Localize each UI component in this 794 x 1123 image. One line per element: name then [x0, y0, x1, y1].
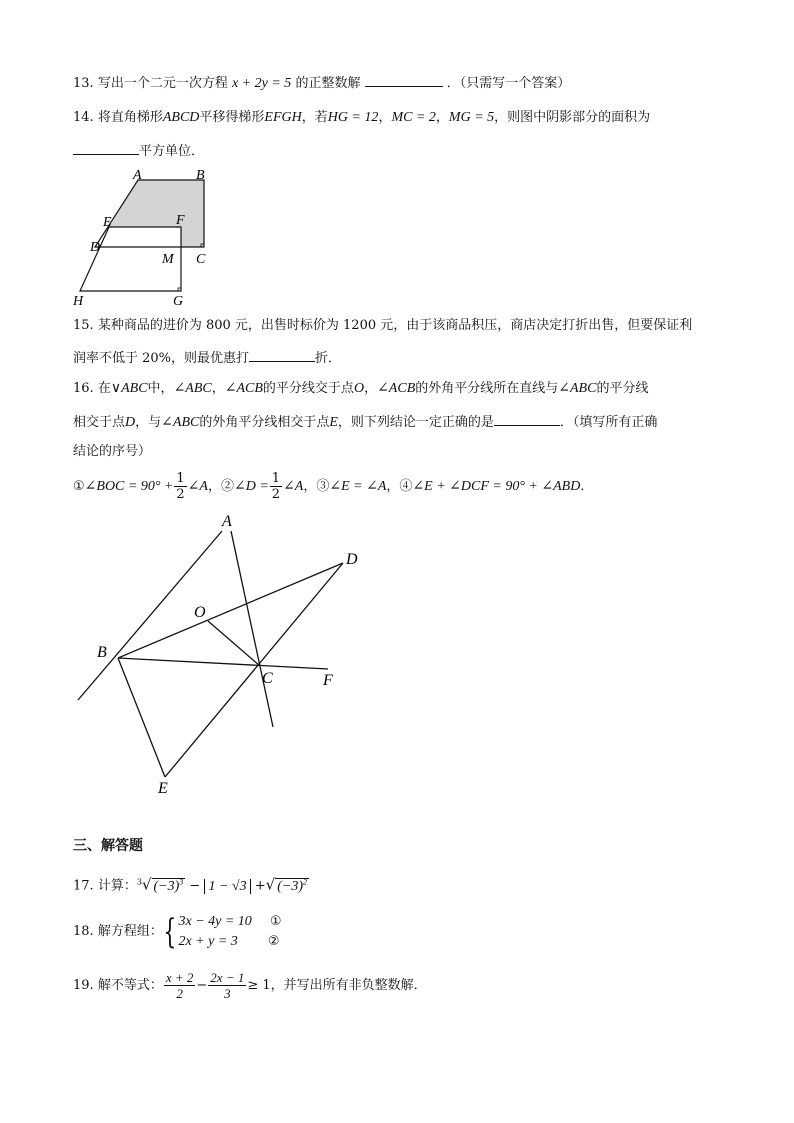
option-1-expr: ∠BOC = 90° + [84, 479, 174, 494]
equation-2-row [178, 932, 281, 952]
label-m: M [162, 252, 174, 267]
equation-2: 2x + y = 3 [178, 933, 238, 949]
q14-abcd: ABCD [162, 110, 200, 125]
q16-text: 相交于点 [73, 415, 126, 430]
exponent-2: 2 [303, 877, 307, 886]
option-2-expr: ∠D = [233, 479, 269, 494]
q15-answer-blank[interactable] [249, 348, 315, 362]
q16-angle: ∠ACB [224, 381, 263, 396]
option-4-label: ，④ [386, 479, 413, 494]
q16-text: 的平分线交于点 [262, 381, 354, 396]
label-b: B [97, 644, 107, 661]
label-g: G [173, 294, 184, 309]
question-16-line3 [73, 443, 151, 461]
absolute-value: 1 − √3 [204, 879, 250, 894]
q18-label: 解方程组： [97, 924, 163, 939]
q14-text-d: ，则图中阴影部分的面积为 [494, 110, 651, 125]
label-c: C [262, 670, 273, 687]
q14-text-e: 平方单位． [139, 144, 205, 159]
equation-2-mark: ② [267, 933, 280, 949]
equation-system [178, 912, 281, 952]
q14-mc: MC = 2 [391, 110, 436, 125]
equation-1-mark: ① [269, 913, 282, 929]
fraction-denominator: 2 [176, 487, 185, 502]
q16-angle: ∠ABC [161, 415, 200, 430]
question-15-line2 [73, 348, 341, 368]
label-e: E [158, 780, 168, 797]
q16-text: ．（填写所有正确 [559, 415, 658, 430]
fraction-1 [164, 970, 196, 1001]
cube-root-radicand [152, 878, 186, 894]
q13-text-before: 写出一个二元一次方程 [97, 76, 228, 91]
section-3-title: 三、解答题 [73, 838, 143, 854]
q19-minus: − [196, 978, 208, 993]
label-a: A [222, 513, 232, 530]
q19-number: 19. [73, 978, 94, 993]
equation-1: 3x − 4y = 10 [178, 913, 252, 929]
q16-text: 在 [97, 381, 111, 396]
question-15 [73, 317, 692, 335]
option-1-expr-end: ∠A [187, 479, 208, 494]
fraction-2-denominator: 3 [224, 986, 231, 1001]
question-16 [73, 380, 648, 398]
question-16-line2 [73, 412, 657, 432]
q15-number: 15. [73, 318, 94, 333]
cube-root-index: 3 [136, 877, 142, 887]
q16-text: 的平分线 [596, 381, 649, 396]
label-b: B [196, 168, 205, 183]
question-14-line2 [73, 141, 204, 161]
q13-text-after: 的正整数解 [295, 76, 361, 91]
trapezoid-figure [70, 165, 220, 310]
option-1-label: ① [73, 479, 85, 494]
line-de [165, 563, 343, 777]
fraction-2 [208, 970, 246, 1001]
q13-number: 13. [73, 76, 94, 91]
q17-plus: + [254, 878, 266, 894]
q14-sep2: ， [435, 110, 449, 125]
fraction-2-numerator: 2x − 1 [210, 970, 245, 985]
q17-label: 计算： [97, 878, 137, 894]
q14-efgh: EFGH [264, 110, 302, 125]
q15-line1: 某种商品的进价为 800 元，出售时标价为 1200 元，由于该商品积压，商店决定打折出售，但要保证利 [97, 318, 693, 333]
q16-angle: ∠ABC [173, 381, 212, 396]
label-c: C [196, 252, 206, 267]
q14-number: 14. [73, 110, 94, 125]
label-h: H [73, 294, 84, 309]
label-d: D [90, 240, 101, 255]
question-17: 17. 计算：$^3$√ $(-3)^3 - 1 - √3$ +√ $(-3)^2$ [73, 875, 307, 894]
q16-text: ，则下列结论一定正确的是 [337, 415, 494, 430]
q16-number: 16. [73, 381, 94, 396]
q16-answer-blank[interactable] [494, 412, 560, 426]
label-d: D [346, 551, 358, 568]
q16-text: 的外角平分线相交于点 [199, 415, 330, 430]
radicand-2: (−3) [277, 878, 303, 894]
triangle-bisector-figure [70, 505, 380, 800]
q18-number: 18. [73, 924, 94, 939]
option-4-expr: ∠E + ∠DCF = 90° + ∠ABD [412, 479, 581, 494]
fraction-1-denominator: 2 [176, 986, 183, 1001]
q16-point: O [353, 381, 365, 396]
q19-text: ，并写出所有非负整数解． [270, 978, 427, 993]
q14-text-a: 将直角梯形 [97, 110, 163, 125]
line-bcf [118, 658, 328, 669]
fraction-half [174, 471, 186, 502]
q17-minus: − [189, 878, 201, 894]
option-2-label: ，② [207, 479, 234, 494]
q14-mg: MG = 5 [448, 110, 495, 125]
q15-line2-a: 润率不低于 20%，则最优惠打 [73, 351, 250, 366]
q16-text: 结论的序号） [73, 444, 152, 459]
q19-relation: ≥ 1 [247, 978, 271, 993]
q16-text: 中， [147, 381, 174, 396]
q14-text-c: ，若 [301, 110, 328, 125]
label-o: O [194, 604, 206, 621]
shaded-region [109, 180, 204, 247]
q13-hint: ．（只需写一个答案） [446, 76, 571, 91]
label-e: E [103, 215, 112, 230]
q13-equation: x + 2y = 5 [231, 76, 292, 91]
fraction-half [270, 471, 282, 502]
question-14 [73, 109, 650, 127]
square-root-radicand [275, 878, 309, 894]
label-f: F [323, 672, 333, 689]
q16-text: ， [364, 381, 378, 396]
option-3-label: ，③ [303, 479, 330, 494]
option-3-expr: ∠E = ∠A [329, 479, 387, 494]
question-19 [73, 967, 427, 1005]
fraction-numerator: 1 [176, 471, 185, 486]
q15-line2-b: 折． [315, 351, 342, 366]
q16-end: ． [580, 479, 594, 494]
q16-angle: ∠ACB [377, 381, 416, 396]
question-18 [73, 910, 281, 954]
q16-text: 的外角平分线所在直线与 [415, 381, 559, 396]
q14-hg: HG = 12 [327, 110, 379, 125]
system-brace: { [163, 911, 177, 952]
fraction-denominator: 2 [271, 487, 281, 502]
fraction-numerator: 1 [271, 471, 281, 486]
radicand-1: (−3) [153, 878, 180, 894]
q19-label: 解不等式： [97, 978, 163, 993]
q14-answer-blank[interactable] [73, 141, 139, 155]
option-2-expr-end: ∠A [283, 479, 304, 494]
fraction-1-numerator: x + 2 [165, 970, 194, 985]
question-13 [73, 73, 570, 93]
line-bd [118, 563, 343, 658]
q16-text: ，与 [135, 415, 162, 430]
line-be [118, 658, 165, 777]
label-f: F [176, 213, 185, 228]
q16-angle: ∠ABC [558, 381, 597, 396]
question-16-options [73, 470, 593, 504]
q16-triangle: ∨ABC [110, 381, 148, 396]
line-ac-extended [231, 531, 273, 727]
exponent-1: 3 [179, 877, 184, 886]
q16-point: E [329, 415, 338, 430]
q14-text-b: 平移得梯形 [199, 110, 265, 125]
q13-answer-blank[interactable] [365, 73, 443, 87]
q16-text: ， [211, 381, 225, 396]
q14-sep1: ， [378, 110, 392, 125]
q16-point: D [125, 415, 136, 430]
q17-number: 17. [73, 878, 94, 894]
label-a: A [133, 168, 142, 183]
equation-1-row [178, 912, 281, 932]
